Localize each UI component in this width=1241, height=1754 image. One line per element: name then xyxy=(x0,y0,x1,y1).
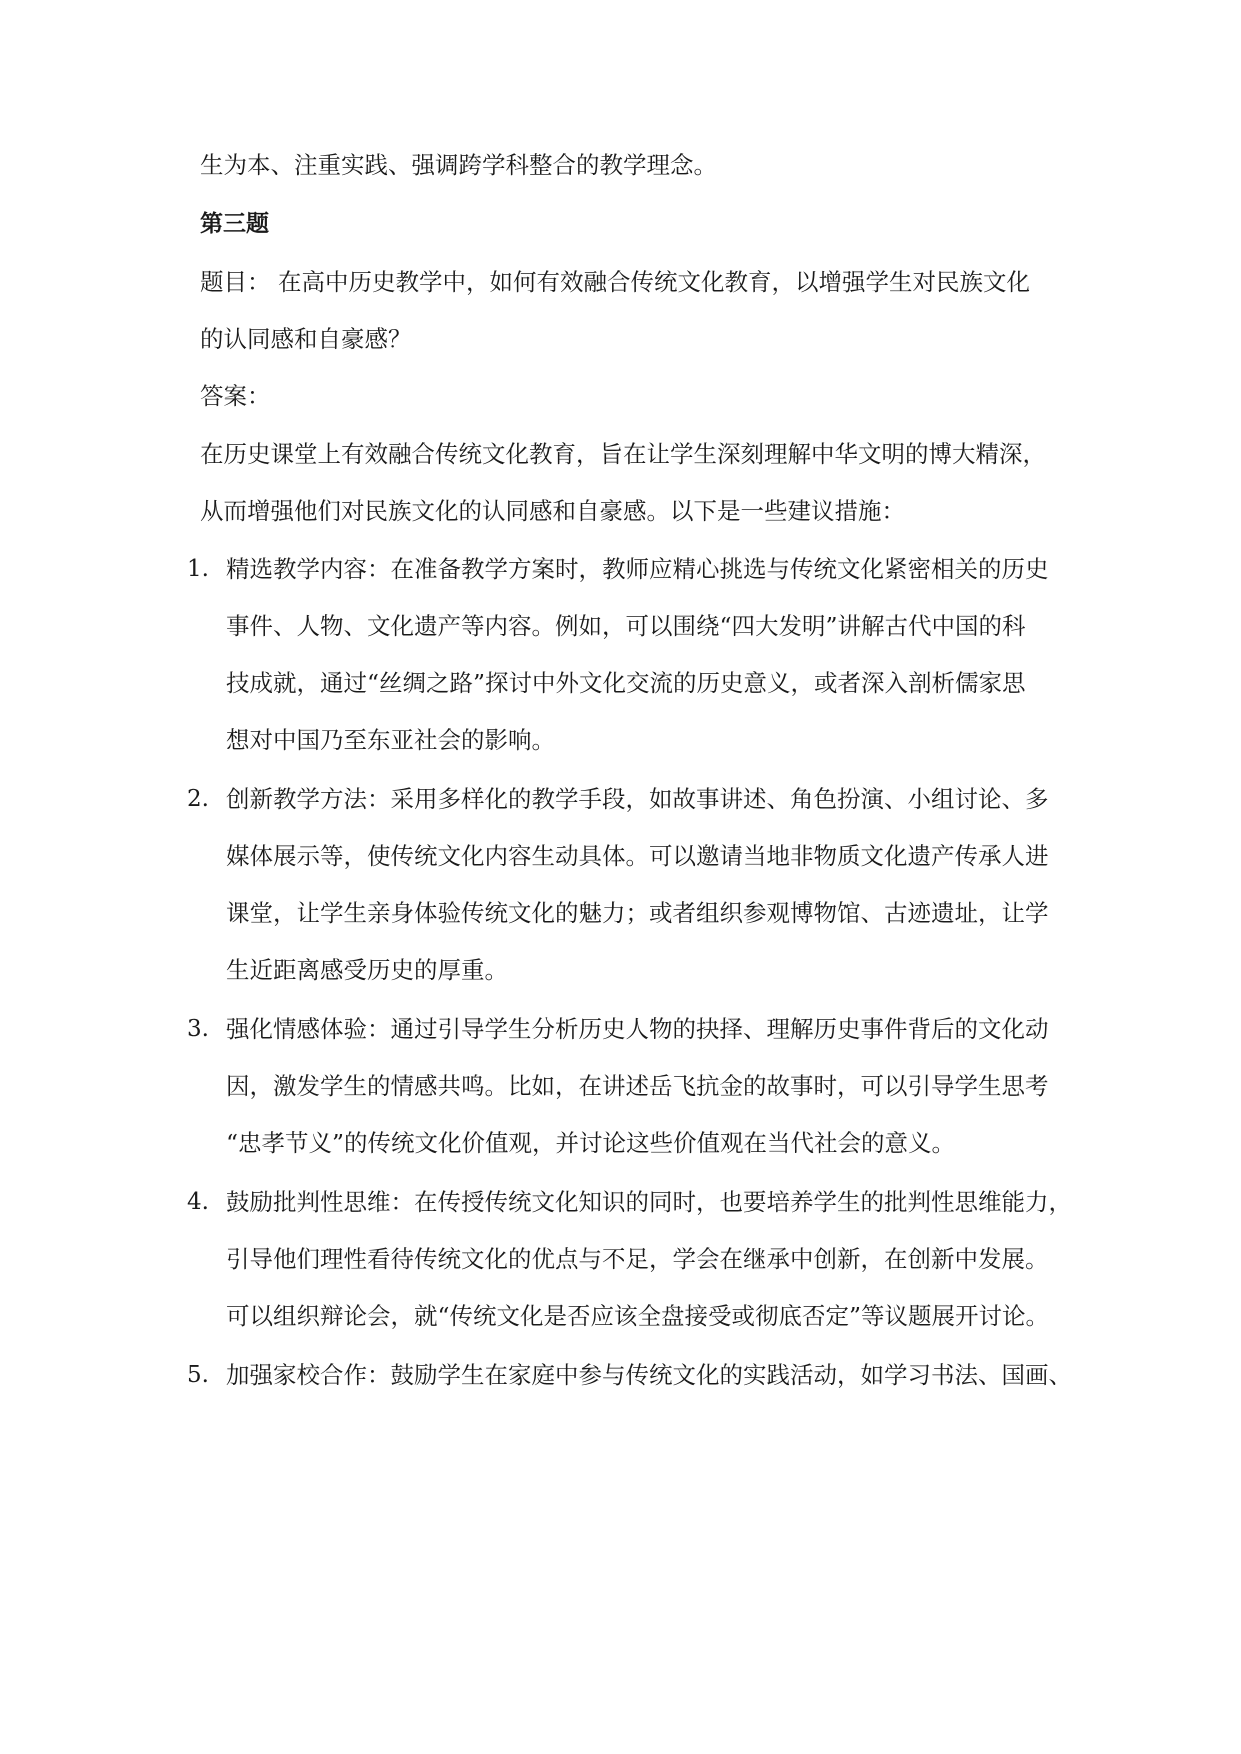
list-item-number: 2. xyxy=(187,786,209,812)
list-item-line: 加强家校合作：鼓励学生在家庭中参与传统文化的实践活动，如学习书法、国画、 xyxy=(226,1361,1072,1389)
answer-intro-line-2: 从而增强他们对民族文化的认同感和自豪感。以下是一些建议措施： xyxy=(200,497,905,525)
list-item-number: 4. xyxy=(187,1189,209,1215)
list-item-line: 事件、人物、文化遗产等内容。例如，可以围绕“四大发明”讲解古代中国的科 xyxy=(226,612,1026,640)
list-item-number: 3. xyxy=(187,1016,209,1042)
list-item-line: 可以组织辩论会，就“传统文化是否应该全盘接受或彻底否定”等议题展开讨论。 xyxy=(226,1302,1050,1330)
list-item-line: 精选教学内容：在准备教学方案时，教师应精心挑选与传统文化紧密相关的历史 xyxy=(226,555,1049,583)
list-item-line: 引导他们理性看待传统文化的优点与不足，学会在继承中创新，在创新中发展。 xyxy=(226,1245,1049,1273)
list-item-line: 技成就，通过“丝绸之路”探讨中外文化交流的历史意义，或者深入剖析儒家思 xyxy=(226,669,1026,697)
list-item-line: 媒体展示等，使传统文化内容生动具体。可以邀请当地非物质文化遗产传承人进 xyxy=(226,842,1049,870)
answer-label: 答案： xyxy=(200,382,271,410)
answer-intro-line-1: 在历史课堂上有效融合传统文化教育，旨在让学生深刻理解中华文明的博大精深， xyxy=(200,440,1046,468)
list-item-line: 强化情感体验：通过引导学生分析历史人物的抉择、理解历史事件背后的文化动 xyxy=(226,1015,1049,1043)
section-heading: 第三题 xyxy=(200,211,269,237)
list-item-line: 课堂，让学生亲身体验传统文化的魅力；或者组织参观博物馆、古迹遗址，让学 xyxy=(226,899,1049,927)
list-item-line: 鼓励批判性思维：在传授传统文化知识的同时，也要培养学生的批判性思维能力， xyxy=(226,1188,1072,1216)
intro-continuation-text: 生为本、注重实践、强调跨学科整合的教学理念。 xyxy=(200,151,717,179)
list-item-line: “忠孝节义”的传统文化价值观，并讨论这些价值观在当代社会的意义。 xyxy=(226,1129,956,1157)
question-text-line-1: 题目： 在高中历史教学中，如何有效融合传统文化教育，以增强学生对民族文化 xyxy=(200,268,1030,296)
list-item-line: 想对中国乃至东亚社会的影响。 xyxy=(226,726,555,754)
list-item-line: 因，激发学生的情感共鸣。比如，在讲述岳飞抗金的故事时，可以引导学生思考 xyxy=(226,1072,1049,1100)
question-text-line-2: 的认同感和自豪感？ xyxy=(200,325,412,353)
list-item-number: 1. xyxy=(187,556,209,582)
list-item-number: 5. xyxy=(187,1362,209,1388)
list-item-line: 创新教学方法：采用多样化的教学手段，如故事讲述、角色扮演、小组讨论、多 xyxy=(226,785,1049,813)
list-item-line: 生近距离感受历史的厚重。 xyxy=(226,956,508,984)
